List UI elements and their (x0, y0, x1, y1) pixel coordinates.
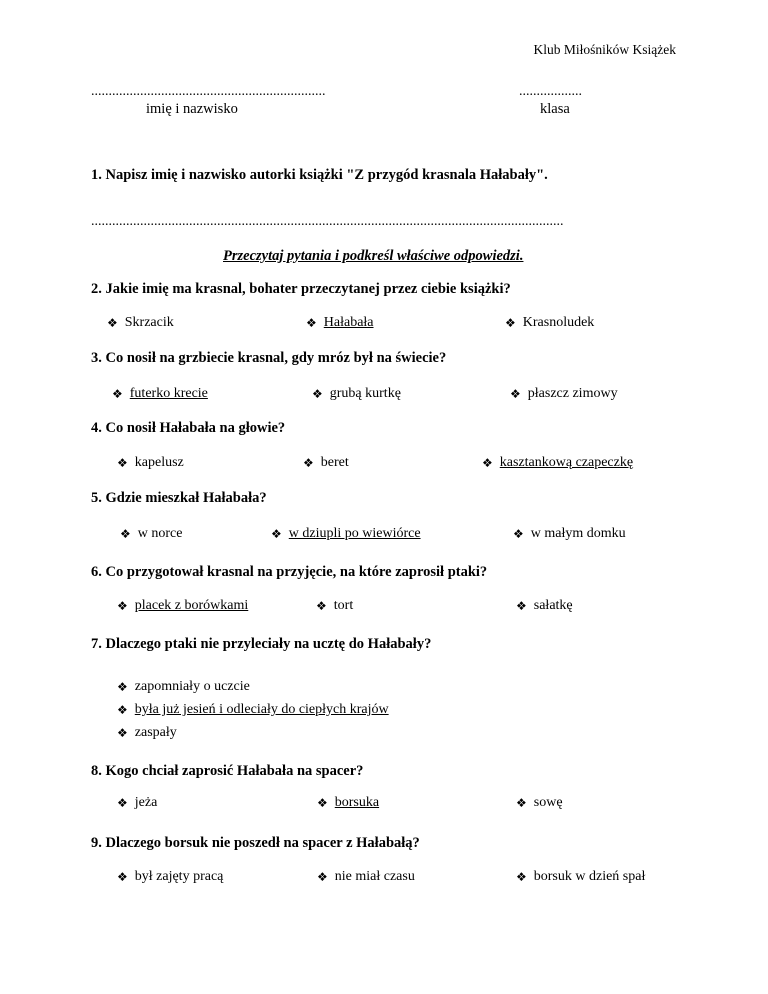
class-field-label: klasa (540, 101, 570, 117)
club-header: Klub Miłośników Książek (533, 42, 676, 57)
diamond-bullet-icon: ❖ (516, 870, 527, 884)
option-q7-3[interactable]: ❖ zaspały (117, 725, 177, 740)
diamond-bullet-icon: ❖ (516, 599, 527, 613)
option-q9-1[interactable]: ❖ był zajęty pracą (117, 869, 224, 884)
diamond-bullet-icon: ❖ (505, 316, 516, 330)
option-q8-1[interactable]: ❖ jeża (117, 795, 158, 810)
diamond-bullet-icon: ❖ (117, 796, 128, 810)
question-6: 6. Co przygotował krasnal na przyjęcie, na które zaprosił ptaki? (91, 564, 488, 580)
diamond-bullet-icon: ❖ (117, 703, 128, 717)
diamond-bullet-icon: ❖ (306, 316, 317, 330)
option-q7-1[interactable]: ❖ zapomniały o uczcie (117, 679, 250, 694)
diamond-bullet-icon: ❖ (316, 599, 327, 613)
option-q3-3[interactable]: ❖ płaszcz zimowy (510, 386, 618, 401)
option-q5-1[interactable]: ❖ w norce (120, 526, 183, 541)
diamond-bullet-icon: ❖ (107, 316, 118, 330)
class-field-dots[interactable]: .................. (519, 84, 582, 99)
option-q4-2[interactable]: ❖ beret (303, 455, 349, 470)
instruction: Przeczytaj pytania i podkreśl właściwe odpowiedzi. (223, 248, 524, 264)
option-q9-3[interactable]: ❖ borsuk w dzień spał (516, 869, 646, 884)
option-q6-3[interactable]: ❖ sałatkę (516, 598, 573, 613)
option-q2-3[interactable]: ❖ Krasnoludek (505, 315, 595, 330)
question-8: 8. Kogo chciał zaprosić Hałabała na spacer? (91, 763, 364, 779)
diamond-bullet-icon: ❖ (317, 796, 328, 810)
question-1-answer-dots[interactable]: ....................................................................................................................................... (91, 214, 564, 229)
diamond-bullet-icon: ❖ (513, 527, 524, 541)
option-q5-3[interactable]: ❖ w małym domku (513, 526, 626, 541)
question-3: 3. Co nosił na grzbiecie krasnal, gdy mróz był na świecie? (91, 350, 447, 366)
question-7: 7. Dlaczego ptaki nie przyleciały na ucztę do Hałabały? (91, 636, 432, 652)
option-q6-2[interactable]: ❖ tort (316, 598, 354, 613)
diamond-bullet-icon: ❖ (117, 599, 128, 613)
option-q6-1[interactable]: ❖ placek z borówkami (117, 598, 249, 613)
diamond-bullet-icon: ❖ (112, 387, 123, 401)
name-field-label: imię i nazwisko (146, 101, 238, 117)
option-q5-2[interactable]: ❖ w dziupli po wiewiórce (271, 526, 421, 541)
option-q2-1[interactable]: ❖ Skrzacik (107, 315, 174, 330)
diamond-bullet-icon: ❖ (482, 456, 493, 470)
question-1: 1. Napisz imię i nazwisko autorki książki "Z przygód krasnala Hałabały". (91, 167, 548, 183)
diamond-bullet-icon: ❖ (117, 680, 128, 694)
diamond-bullet-icon: ❖ (117, 456, 128, 470)
option-q4-3[interactable]: ❖ kasztankową czapeczkę (482, 455, 634, 470)
option-q3-1[interactable]: ❖ futerko krecie (112, 386, 208, 401)
option-q8-3[interactable]: ❖ sowę (516, 795, 563, 810)
name-field-dots[interactable]: ................................................................... (91, 84, 326, 99)
question-5: 5. Gdzie mieszkał Hałabała? (91, 490, 267, 506)
diamond-bullet-icon: ❖ (510, 387, 521, 401)
option-q8-2[interactable]: ❖ borsuka (317, 795, 380, 810)
option-q3-2[interactable]: ❖ grubą kurtkę (312, 386, 401, 401)
option-q7-2[interactable]: ❖ była już jesień i odleciały do ciepłych krajów (117, 702, 389, 717)
diamond-bullet-icon: ❖ (271, 527, 282, 541)
question-9: 9. Dlaczego borsuk nie poszedł na spacer z Hałabałą? (91, 835, 420, 851)
diamond-bullet-icon: ❖ (317, 870, 328, 884)
diamond-bullet-icon: ❖ (120, 527, 131, 541)
diamond-bullet-icon: ❖ (117, 726, 128, 740)
option-q9-2[interactable]: ❖ nie miał czasu (317, 869, 415, 884)
diamond-bullet-icon: ❖ (312, 387, 323, 401)
diamond-bullet-icon: ❖ (516, 796, 527, 810)
diamond-bullet-icon: ❖ (303, 456, 314, 470)
diamond-bullet-icon: ❖ (117, 870, 128, 884)
question-4: 4. Co nosił Hałabała na głowie? (91, 420, 286, 436)
option-q2-2[interactable]: ❖ Hałabała (306, 315, 374, 330)
option-q4-1[interactable]: ❖ kapelusz (117, 455, 184, 470)
question-2: 2. Jakie imię ma krasnal, bohater przeczytanej przez ciebie książki? (91, 281, 511, 297)
